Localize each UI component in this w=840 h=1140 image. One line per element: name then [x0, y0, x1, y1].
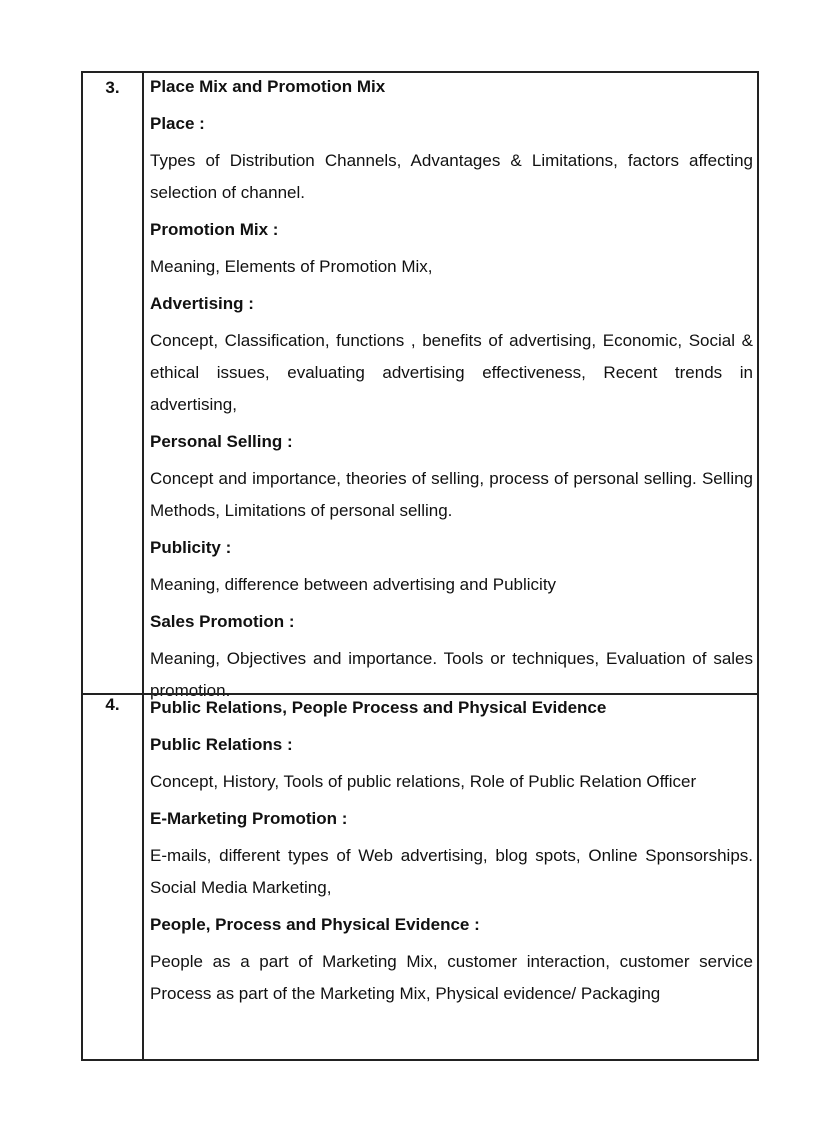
table-row [83, 693, 757, 1059]
section-heading: Promotion Mix : [150, 220, 279, 239]
unit-title: Place Mix and Promotion Mix [150, 77, 386, 96]
section-heading: E-Marketing Promotion : [150, 809, 348, 828]
section-text: Meaning, Elements of Promotion Mix, [150, 257, 433, 276]
unit-number: 3. [83, 73, 144, 693]
syllabus-table [81, 71, 759, 1061]
section-text: Types of Distribution Channels, Advantages & Limitations, factors affecting selection of channel. [150, 151, 753, 202]
unit-title: Public Relations, People Process and Physical Evidence [150, 698, 607, 717]
section-text: E-mails, different types of Web advertising, blog spots, Online Sponsorships. Social Media Marketing, [150, 846, 753, 897]
unit-content [150, 695, 753, 1010]
section-heading: People, Process and Physical Evidence : [150, 915, 480, 934]
section-text: Meaning, Objectives and importance. Tools or techniques, Evaluation of sales promotion. [150, 649, 753, 700]
section-heading: Personal Selling : [150, 432, 293, 451]
section-heading: Publicity : [150, 538, 232, 557]
section-heading: Sales Promotion : [150, 612, 295, 631]
unit-content [150, 73, 753, 707]
section-heading: Advertising : [150, 294, 254, 313]
section-heading: Place : [150, 114, 205, 133]
section-text: Concept, History, Tools of public relations, Role of Public Relation Officer [150, 772, 697, 791]
section-text: Concept, Classification, functions , benefits of advertising, Economic, Social & ethical issues, evaluating advertising effectiveness, Recent trends in advertising, [150, 331, 753, 414]
section-text: Meaning, difference between advertising and Publicity [150, 575, 557, 594]
section-heading: Public Relations : [150, 735, 293, 754]
section-text: Concept and importance, theories of selling, process of personal selling. Selling Methods, Limitations of personal selling. [150, 469, 753, 520]
section-text: People as a part of Marketing Mix, customer interaction, customer service Process as part of the Marketing Mix, Physical evidence/ Packaging [150, 952, 753, 1003]
unit-number: 4. [83, 695, 144, 1059]
table-row [83, 73, 757, 700]
